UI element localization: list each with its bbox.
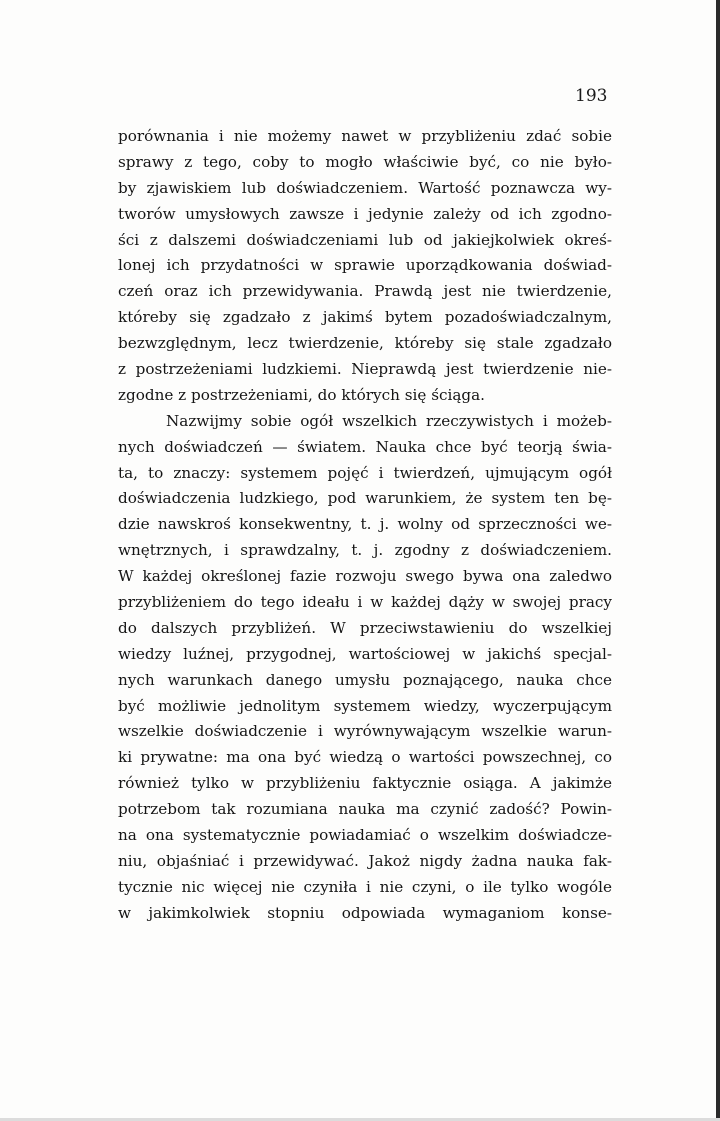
text-line: przybliżeniem do tego ideału i w każdej dąży w swojej pracy [118, 593, 612, 612]
text-line: niu, objaśniać i przewidywać. Jakoż nigdy żadna nauka fak- [118, 851, 612, 870]
text-line: nych warunkach danego umysłu poznającego, nauka chce [118, 670, 612, 689]
text-line: czeń oraz ich przewidywania. Prawdą jest nie twierdzenie, [118, 282, 612, 301]
text-line: do dalszych przybliżeń. W przeciwstawieniu do wszelkiej [118, 618, 612, 637]
text-line: również tylko w przybliżeniu faktycznie osiąga. A jakimże [118, 774, 612, 793]
body-text [118, 124, 612, 927]
text-line: tworów umysłowych zawsze i jedynie zależy od ich zgodno- [118, 204, 612, 223]
text-line: by zjawiskiem lub doświadczeniem. Wartość poznawcza wy- [118, 178, 612, 197]
text-line: bezwzględnym, lecz twierdzenie, któreby się stale zgadzało [118, 334, 612, 353]
text-line: doświadczenia ludzkiego, pod warunkiem, że system ten bę- [118, 489, 612, 508]
page-number: 193 [575, 86, 608, 106]
text-line: ta, to znaczy: systemem pojęć i twierdzeń, ujmującym ogół [118, 463, 612, 482]
text-line: potrzebom tak rozumiana nauka ma czynić zadość? Powin- [118, 800, 612, 819]
text-line: być możliwie jednolitym systemem wiedzy, wyczerpującym [118, 696, 612, 715]
text-line: na ona systematycznie powiadamiać o wszelkim doświadcze- [118, 826, 612, 845]
text-line: dzie nawskroś konsekwentny, t. j. wolny od sprzeczności we- [118, 515, 612, 534]
text-line: wszelkie doświadczenie i wyrównywającym wszelkie warun- [118, 722, 612, 741]
text-line: nych doświadczeń — światem. Nauka chce być teorją świa- [118, 437, 612, 456]
text-line: porównania i nie możemy nawet w przybliżeniu zdać sobie [118, 127, 612, 145]
text-line: któreby się zgadzało z jakimś bytem pozadoświadczalnym, [118, 308, 612, 327]
page-edge-shadow [716, 0, 720, 1121]
text-line: lonej ich przydatności w sprawie uporządkowania doświad- [118, 256, 612, 275]
text-line: w jakimkolwiek stopniu odpowiada wymaganiom konse- [118, 903, 612, 922]
text-line: ki prywatne: ma ona być wiedzą o wartości powszechnej, co [118, 748, 612, 767]
paragraph-start-line: Nazwijmy sobie ogół wszelkich rzeczywistych i możeb- [166, 411, 612, 430]
text-line: z postrzeżeniami ludzkiemi. Nieprawdą jest twierdzenie nie- [118, 360, 612, 379]
text-line: ści z dalszemi doświadczeniami lub od jakiejkolwiek okreś- [118, 230, 612, 249]
text-line: wnętrznych, i sprawdzalny, t. j. zgodny z doświadczeniem. [118, 541, 612, 560]
text-line: sprawy z tego, coby to mogło właściwie być, co nie było- [118, 152, 612, 171]
text-line: W każdej określonej fazie rozwoju swego bywa ona zaledwo [118, 567, 612, 586]
text-line: tycznie nic więcej nie czyniła i nie czyni, o ile tylko wogóle [118, 877, 612, 896]
paragraph-end-line: zgodne z postrzeżeniami, do których się ściąga. [118, 385, 486, 404]
text-line: wiedzy luźnej, przygodnej, wartościowej w jakichś specjal- [118, 644, 612, 663]
